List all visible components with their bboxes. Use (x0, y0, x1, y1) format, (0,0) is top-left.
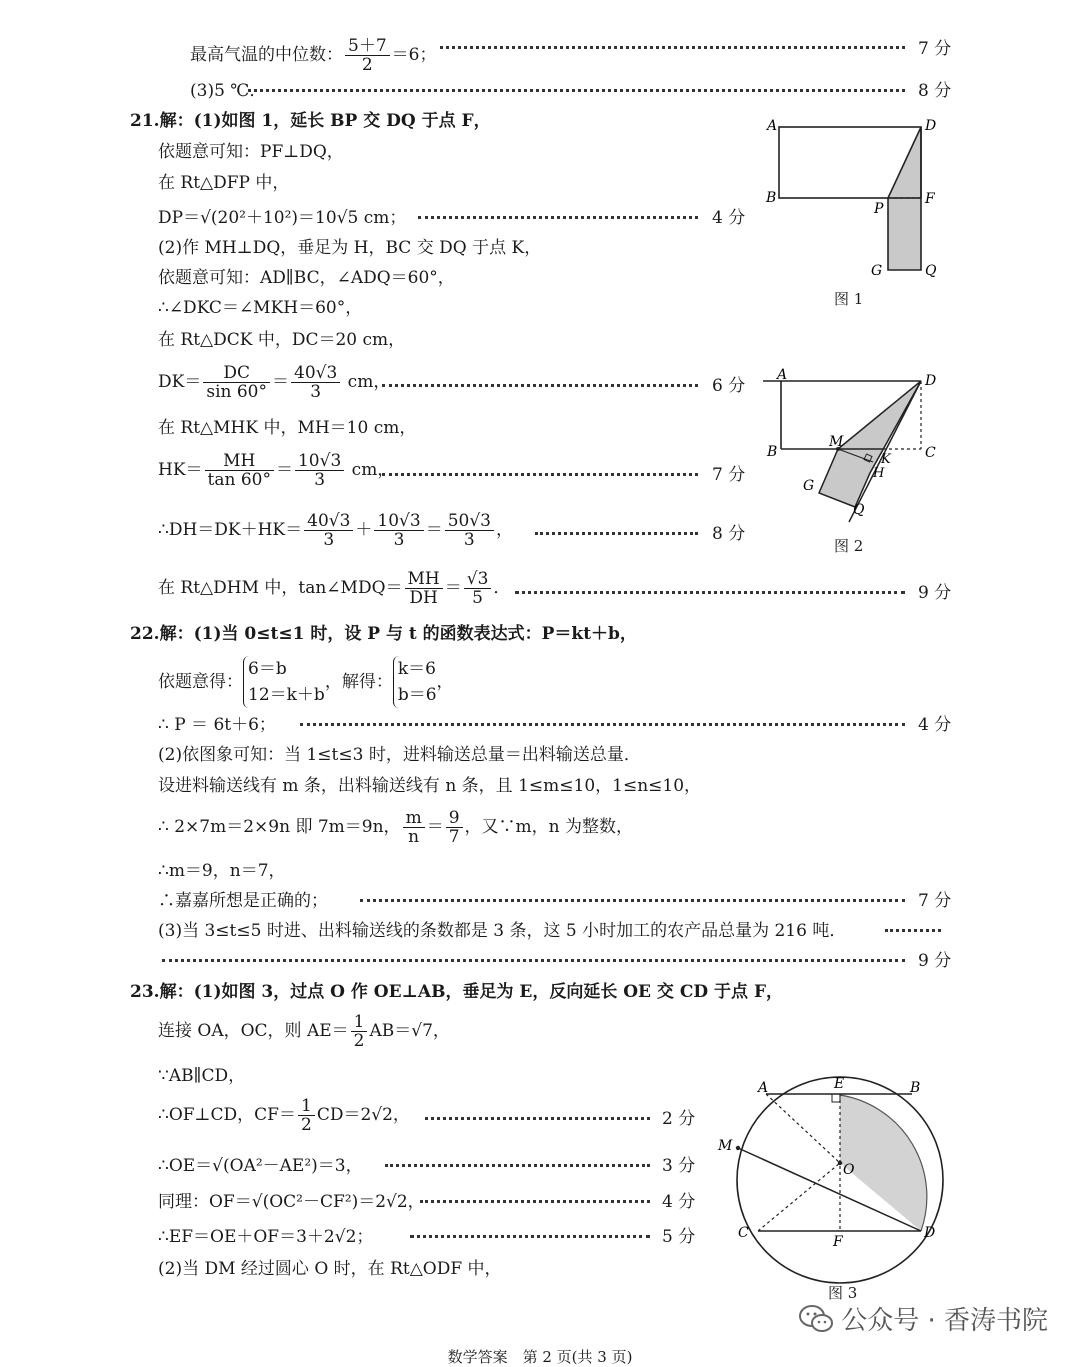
text-line: ∴m＝9，n＝7， (158, 861, 286, 881)
figure-3-caption: 图 3 (828, 1284, 858, 1302)
label-f: F (833, 1234, 843, 1250)
dashed-oc (758, 1163, 840, 1231)
dot-leader (535, 532, 698, 535)
q21-start: 21.解：(1)如图 1，延长 BP 交 DQ 于点 F， (130, 111, 491, 131)
text-line: 依题意可知：PF⊥DQ， (158, 142, 344, 162)
text-line-cf: ∴OF⊥CD，CF＝ $\frac{1}{2}$ CD＝2√2， (158, 1096, 410, 1135)
right-angle-mark (832, 1094, 840, 1102)
dot-leader (248, 89, 905, 92)
text-line: ∴EF＝OE＋OF＝3＋2√2； (158, 1227, 374, 1247)
point-m (736, 1146, 740, 1150)
score: 7 分 (918, 891, 952, 911)
label-h: H (873, 466, 885, 481)
score: 5 分 (662, 1227, 696, 1247)
label-q: Q (853, 502, 865, 518)
score: 7 分 (712, 465, 746, 485)
label-f: F (925, 191, 935, 207)
text-line: (3)当 3≤t≤5 时进、出料输送线的条数都是 3 条，这 5 小时加工的农产品总量为 216 吨． (158, 921, 847, 941)
dot-leader (382, 384, 698, 387)
line-3: (3)5 ℃． (190, 81, 267, 101)
text-line: 在 Rt△MHK 中，MH＝10 cm， (158, 418, 417, 438)
score: 8 分 (712, 524, 746, 544)
score: 9 分 (918, 951, 952, 971)
score: 4 分 (918, 715, 952, 735)
dot-leader (515, 591, 905, 594)
label-m: M (718, 1138, 733, 1154)
label-b: B (767, 444, 778, 460)
text-line: (2)作 MH⊥DQ，垂足为 H，BC 交 DQ 于点 K， (158, 238, 542, 258)
text-line-system: 依题意得： 6＝b 12＝k＋b ，解得： k＝6 b＝6 ， (158, 656, 454, 708)
text-line: 依题意可知：AD∥BC，∠ADQ＝60°， (158, 268, 455, 288)
score: 4 分 (662, 1192, 696, 1212)
line-median: 最高气温的中位数： $\frac{5+7}{2}$ ＝6； (190, 36, 437, 75)
figure-1-caption: 图 1 (834, 290, 864, 308)
dot-leader (382, 473, 698, 476)
label-d: D (924, 1225, 936, 1241)
label-p: P (874, 201, 884, 217)
score: 4 分 (712, 208, 746, 228)
text-line: ∴OE＝√(OA²－AE²)＝3， (158, 1156, 363, 1176)
dot-leader (360, 899, 905, 902)
watermark-text: 公众号 · 香涛书院 (841, 1306, 1048, 1336)
label-a: A (777, 367, 788, 383)
score: 3 分 (662, 1156, 696, 1176)
label-a: A (758, 1080, 769, 1096)
text-line: ∴∠DKC＝∠MKH＝60°， (158, 298, 363, 318)
score: 9 分 (918, 583, 952, 603)
dot-leader (440, 46, 905, 49)
dot-leader (885, 929, 941, 932)
text-line: 同理：OF＝√(OC²－CF²)＝2√2， (158, 1192, 425, 1212)
label-c: C (925, 445, 936, 461)
label-g: G (871, 263, 883, 279)
text-line: ∴ P ＝ 6t＋6； (158, 715, 276, 735)
score: 7 分 (918, 39, 952, 59)
dot-leader (420, 1200, 650, 1203)
label-g: G (803, 478, 815, 494)
label-o: O (843, 1162, 855, 1178)
figure-2-caption: 图 2 (834, 537, 864, 555)
text-line: 在 Rt△DCK 中，DC＝20 cm， (158, 330, 406, 350)
q22-start: 22.解：(1)当 0≤t≤1 时，设 P 与 t 的函数表达式：P＝kt＋b， (130, 624, 637, 644)
text-line: ∵AB∥CD， (158, 1066, 246, 1086)
text-line: (2)依图象可知：当 1≤t≤3 时，进料输送总量＝出料输送总量． (158, 745, 641, 765)
dot-leader (410, 1235, 650, 1238)
text-line-tan: 在 Rt△DHM 中，tan∠MDQ＝ $\frac{MH}{DH}$ ＝ $\frac{√3}{5}$ ． (158, 569, 511, 608)
watermark (799, 1300, 1048, 1337)
text-line-ratio: ∴ 2×7m＝2×9n 即 7m＝9n， $\frac{m}{n}$ ＝ $\frac{9}{7}$ ，又∵m，n 为整数， (158, 808, 633, 847)
text-line: 设进料输送线有 m 条，出料输送线有 n 条，且 1≤m≤10，1≤n≤10， (158, 776, 702, 796)
label-b: B (766, 190, 777, 206)
q23-start: 23.解：(1)如图 3，过点 O 作 OE⊥AB，垂足为 E，反向延长 OE 交 CD 于点 F， (130, 982, 784, 1002)
label-b: B (910, 1080, 921, 1096)
text-line-ae: 连接 OA，OC，则 AE＝ $\frac{1}{2}$ AB＝√7， (158, 1012, 450, 1051)
dot-leader (300, 723, 905, 726)
score: 6 分 (712, 376, 746, 396)
label-d: D (925, 118, 937, 134)
dot-leader (162, 959, 905, 962)
figure-1 (755, 110, 955, 310)
text-line: ∴嘉嘉所想是正确的； (158, 891, 328, 911)
label-d: D (925, 373, 937, 389)
figure-3 (710, 1068, 950, 1288)
dot-leader (418, 216, 698, 219)
text-line-dh: ∴DH＝DK＋HK＝ $\frac{40√3}{3}$ ＋ $\frac{10√3}{3}$ ＝ $\frac{50√3}{3}$ ， (158, 511, 513, 550)
wechat-icon (799, 1304, 833, 1334)
label-c: C (738, 1225, 749, 1241)
label-q: Q (925, 263, 937, 279)
score: 8 分 (918, 81, 952, 101)
text-line-hk: HK＝ $\frac{MH}{\tan 60^\circ}$ ＝ $\frac{10√3}{3}$ cm， (158, 451, 395, 490)
point-o (838, 1161, 842, 1165)
dot-leader (425, 1117, 650, 1120)
figure-2 (755, 362, 955, 532)
text-line-dk: DK＝ $\frac{DC}{\sin 60^\circ}$ ＝ $\frac{40√3}{3}$ cm， (158, 363, 391, 402)
text-line: 在 Rt△DFP 中， (158, 173, 290, 193)
dot-leader (385, 1164, 650, 1167)
label-m: M (829, 434, 844, 450)
dashed-oa (766, 1094, 840, 1163)
label-e: E (834, 1076, 845, 1092)
page-footer: 数学答案 第 2 页(共 3 页) (447, 1348, 633, 1366)
label-k: K (881, 452, 891, 467)
label-a: A (767, 118, 778, 134)
text-line: (2)当 DM 经过圆心 O 时，在 Rt△ODF 中， (158, 1259, 502, 1279)
score: 2 分 (662, 1109, 696, 1129)
text-line: DP＝√(20²＋10²)＝10√5 cm； (158, 208, 407, 228)
